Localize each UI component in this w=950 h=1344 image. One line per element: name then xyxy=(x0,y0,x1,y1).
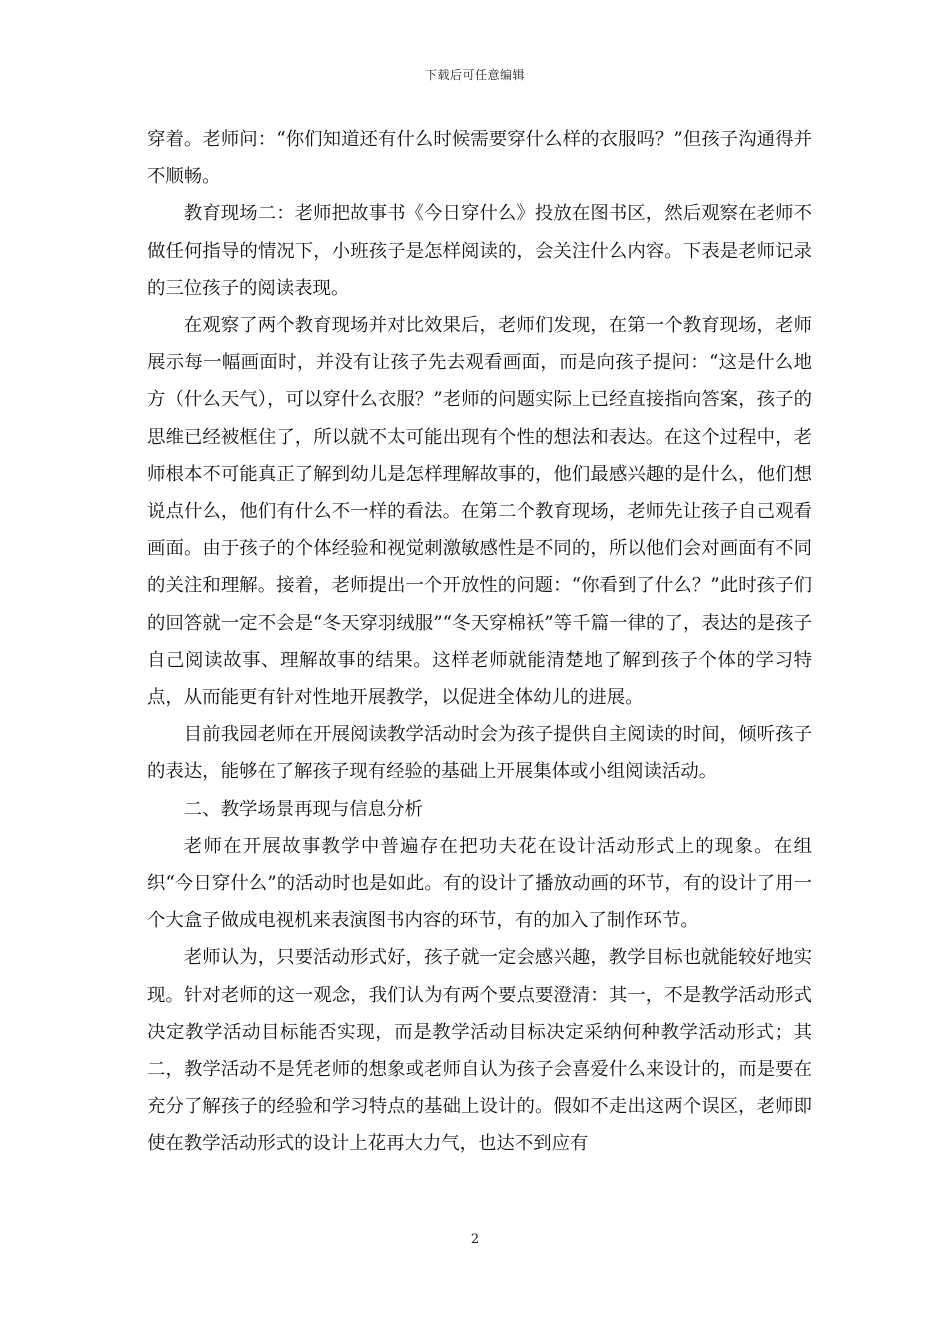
page-header: 下载后可任意编辑 xyxy=(424,68,525,82)
section-heading: 二、教学场景再现与信息分析 xyxy=(183,798,423,820)
paragraph-continuation: 穿着。老师问：“你们知道还有什么时候需要穿什么样的衣服吗？”但孩子沟通得并不顺畅。 xyxy=(147,129,812,188)
document-body xyxy=(147,121,812,1163)
paragraph-misconceptions: 老师认为，只要活动形式好，孩子就一定会感兴趣，教学目标也就能较好地实现。针对老师的这一观念，我们认为有两个要点要澄清：其一，不是教学活动形式决定教学活动目标能否实现，而是教学活动目标决定采纳何种教学活动形式；其二，教学活动不是凭老师的想象或老师自认为孩子会喜爱什么来设计的，而是要在充分了解孩子的经验和学习特点的基础上设计的。假如不走出这两个误区，老师即使在教学活动形式的设计上花再大力气，也达不到应有 xyxy=(147,947,812,1155)
paragraph-current-practice: 目前我园老师在开展阅读教学活动时会为孩子提供自主阅读的时间，倾听孩子的表达，能够在了解孩子现有经验的基础上开展集体或小组阅读活动。 xyxy=(147,724,812,783)
paragraph-scene-two: 教育现场二：老师把故事书《今日穿什么》投放在图书区，然后观察在老师不做任何指导的情况下，小班孩子是怎样阅读的，会关注什么内容。下表是老师记录的三位孩子的阅读表现。 xyxy=(147,203,812,299)
paragraph-comparison: 在观察了两个教育现场并对比效果后，老师们发现，在第一个教育现场，老师展示每一幅画面时，并没有让孩子先去观看画面，而是向孩子提问：“这是什么地方（什么天气），可以穿什么衣服？”老师的问题实际上已经直接指向答案，孩子的思维已经被框住了，所以就不太可能出现有个性的想法和表达。在这个过程中，老师根本不可能真正了解到幼儿是怎样理解故事的，他们最感兴趣的是什么，他们想说点什么，他们有什么不一样的看法。在第二个教育现场，老师先让孩子自己观看画面。由于孩子的个体经验和视觉刺激敏感性是不同的，所以他们会对画面有不同的关注和理解。接着，老师提出一个开放性的问题：“你看到了什么？”此时孩子们的回答就一定不会是“冬天穿羽绒服”“冬天穿棉袄”等千篇一律的了，表达的是孩子自己阅读故事、理解故事的结果。这样老师就能清楚地了解到孩子个体的学习特点，从而能更有针对性地开展教学，以促进全体幼儿的进展。 xyxy=(147,315,812,709)
paragraph-activity-design: 老师在开展故事教学中普遍存在把功夫花在设计活动形式上的现象。在组织“今日穿什么”的活动时也是如此。有的设计了播放动画的环节，有的设计了用一个大盒子做成电视机来表演图书内容的环节，有的加入了制作环节。 xyxy=(147,835,812,932)
page-number: 2 xyxy=(470,1232,480,1247)
